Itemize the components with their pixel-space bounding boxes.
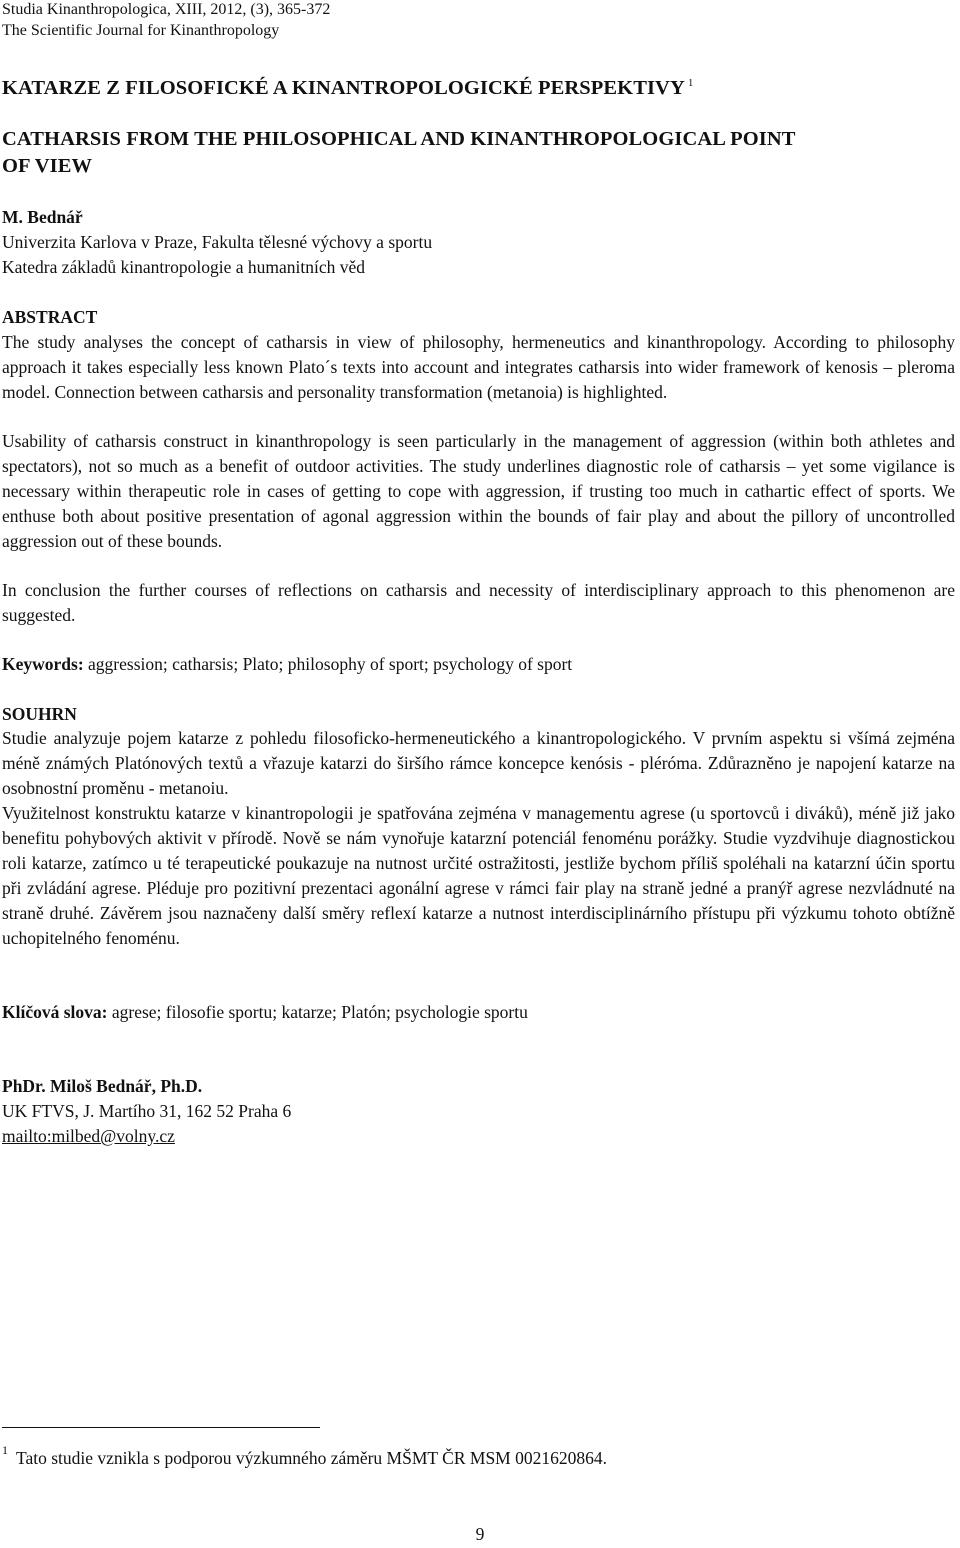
title-czech: [2, 70, 693, 101]
souhrn-paragraph-2: Využitelnost konstruktu katarze v kinantropologii je spatřována zejména v managementu agrese (u sportovců i diváků), méně již jako benefitu pohybových aktivit v přírodě. Nově se nám vynořuje katarzní potenciál fenoménu porážky. Studie vyzdvihuje diagnostickou roli katarze, zatímco u té terapeutické poukazuje na nutnost určité ostražitosti, jestliže bychom příliš spoléhali na katarzní účin sportu při zvládání agrese. Pléduje pro pozitivní prezentaci agonální agrese v rámci fair play na straně jedné a pranýř agrese nezvládnuté na straně druhé. Závěrem jsou naznačeny další směry reflexí katarze a nutnost interdisciplinárního přístupu při výzkumu tohoto obtížně uchopitelného fenoménu.: [2, 803, 955, 948]
footnote-mark: 1: [2, 1443, 8, 1457]
abstract-heading: ABSTRACT: [2, 307, 98, 327]
journal-name: The Scientific Journal for Kinanthropology: [2, 22, 280, 39]
keywords-text: aggression; catharsis; Plato; philosophy of sport; psychology of sport: [83, 654, 573, 674]
title-english-line1: CATHARSIS FROM THE PHILOSOPHICAL AND KINANTHROPOLOGICAL POINT: [2, 128, 796, 150]
author-affiliation-department: Katedra základů kinantropologie a humanitních věd: [2, 257, 365, 277]
keywords-label: Keywords:: [2, 654, 84, 674]
abstract-paragraph-3: In conclusion the further courses of reflections on catharsis and necessity of interdisciplinary approach to this phenomenon are suggested.: [2, 580, 955, 625]
abstract-paragraph-1: The study analyses the concept of catharsis in view of philosophy, hermeneutics and kinanthropology. According to philosophy approach it takes especially less known Plato´s texts into account and integrates catharsis into wider framework of kenosis – pleroma model. Connection between catharsis and personality transformation (metanoia) is highlighted.: [2, 332, 955, 402]
page-number: 9: [475, 1524, 485, 1544]
souhrn-heading: SOUHRN: [2, 704, 77, 724]
contact-email-link[interactable]: mailto:milbed@volny.cz: [2, 1126, 175, 1146]
contact-name: PhDr. Miloš Bednář, Ph.D.: [2, 1076, 203, 1096]
footnote-divider: [2, 1427, 320, 1428]
klicova-slova-line: [2, 1000, 528, 1024]
author-affiliation-faculty: Univerzita Karlova v Praze, Fakulta tělesné výchovy a sportu: [2, 232, 433, 252]
journal-citation: Studia Kinanthropologica, XIII, 2012, (3), 365-372: [2, 1, 331, 18]
klicova-slova-text: agrese; filosofie sportu; katarze; Platón; psychologie sportu: [107, 1002, 528, 1022]
footnote-text: Tato studie vznikla s podporou výzkumného záměru MŠMT ČR MSM 0021620864.: [16, 1448, 607, 1468]
footnote: [2, 1438, 607, 1470]
contact-address: UK FTVS, J. Martího 31, 162 52 Praha 6: [2, 1101, 292, 1121]
keywords-line: [2, 652, 572, 676]
author-name: M. Bednář: [2, 207, 83, 227]
klicova-slova-label: Klíčová slova:: [2, 1002, 108, 1022]
souhrn-paragraph-1: Studie analyzuje pojem katarze z pohledu filosoficko-hermeneutického a kinantropologického. V prvním aspektu si všímá zejména méně známých Platónových textů a vřazuje katarzi do širšího rámce koncepce kenósis - pléróma. Zdůrazněno je napojení katarze na osobnostní proměnu - metanoiu.: [2, 728, 955, 798]
title-czech-text: KATARZE Z FILOSOFICKÉ A KINANTROPOLOGICKÉ PERSPEKTIVY: [2, 77, 685, 99]
abstract-paragraph-2: Usability of catharsis construct in kinanthropology is seen particularly in the management of aggression (within both athletes and spectators), not so much as a benefit of outdoor activities. The study underlines diagnostic role of catharsis – yet some vigilance is necessary within therapeutic role in cases of getting to cope with aggression, if trusting too much in cathartic effect of sports. We enthuse both about positive presentation of agonal aggression within the bounds of fair play and about the pillory of uncontrolled aggression out of these bounds.: [2, 431, 955, 551]
author-block: [2, 205, 432, 280]
title-english-line2: OF VIEW: [2, 155, 93, 177]
title-footnote-mark: 1: [687, 77, 694, 89]
contact-block: [2, 1074, 291, 1149]
